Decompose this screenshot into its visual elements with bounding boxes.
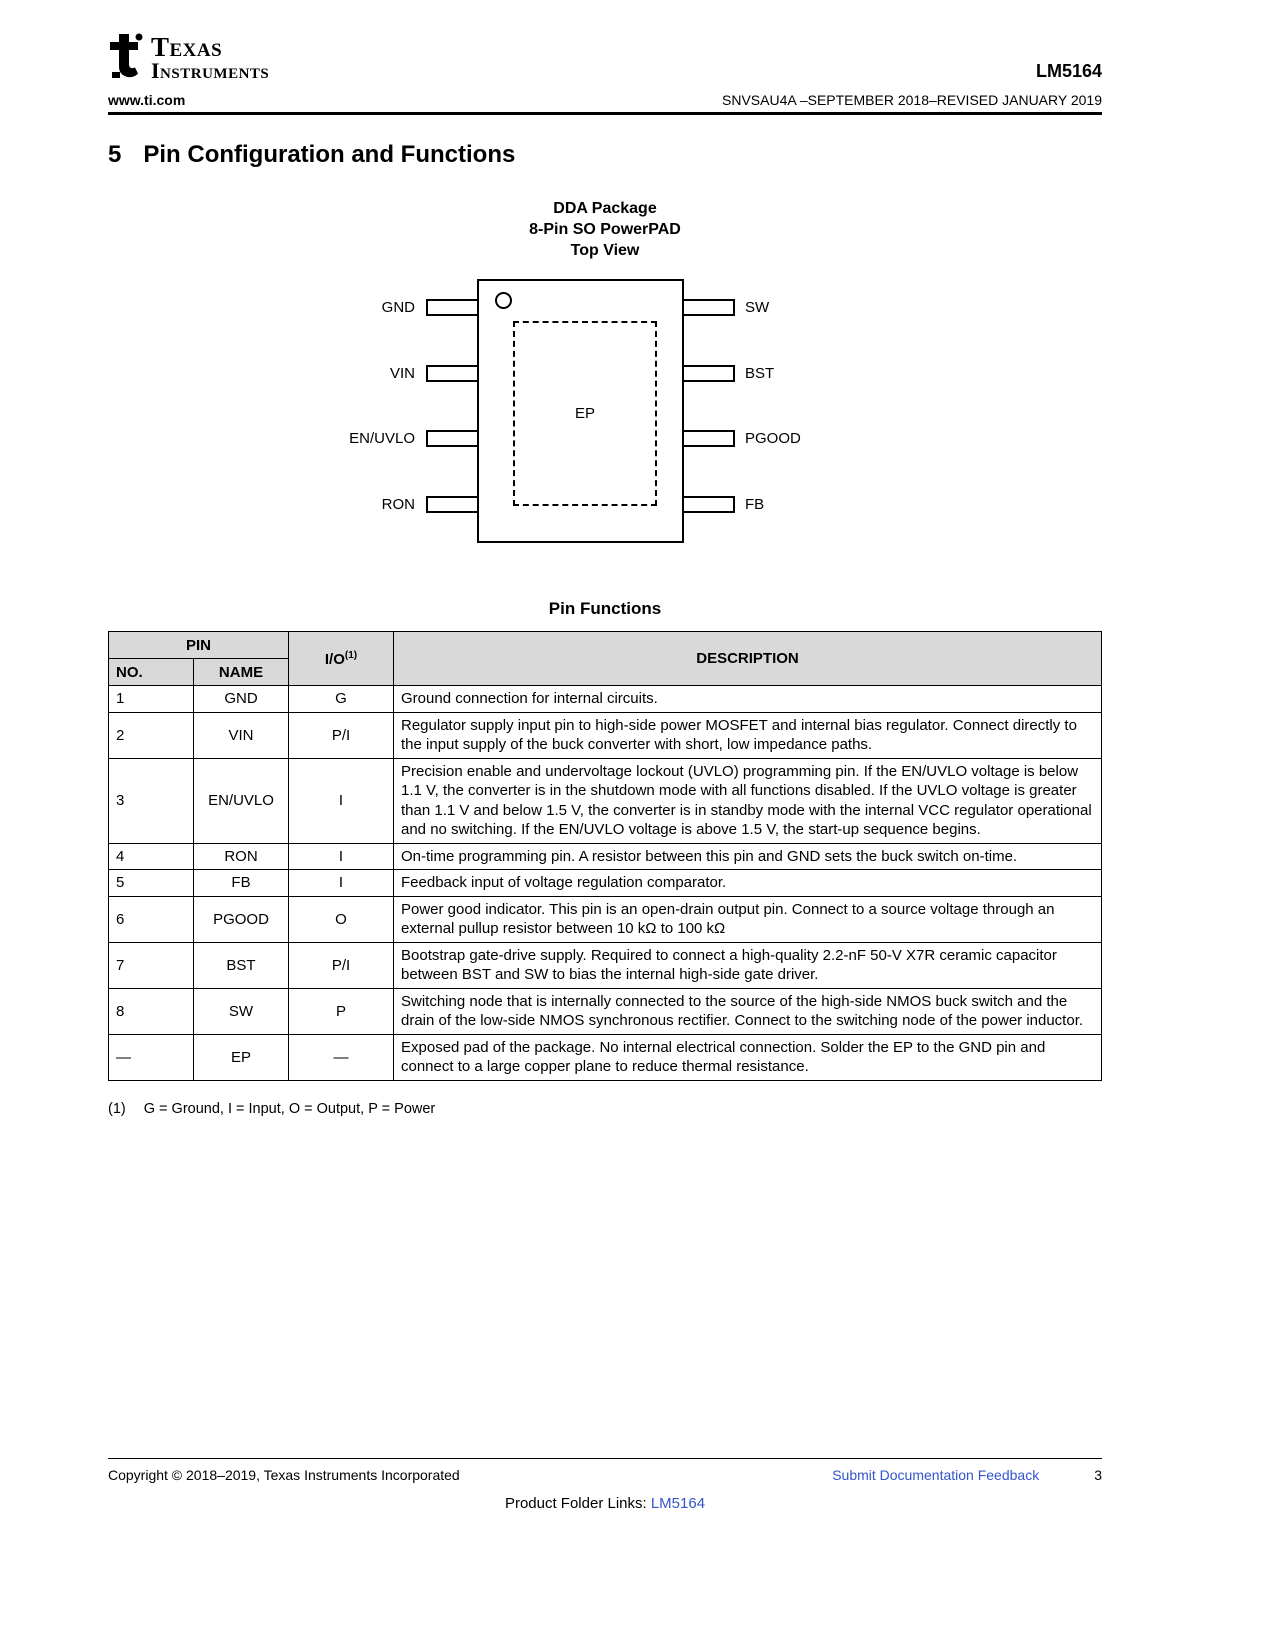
pin-io: G (289, 686, 394, 713)
pin-row-ep (109, 1034, 1102, 1080)
page-footer (108, 1458, 1102, 1512)
table-footnote (108, 1101, 1102, 1117)
exposed-pad-label: EP (574, 405, 595, 423)
pin-description: Switching node that is internally connected to the source of the high-side NMOS buck switch and the drain of the low-side NMOS synchronous rectifier. Connect to the switching node of the power inductor. (394, 988, 1102, 1034)
col-header-name: NAME (194, 659, 289, 686)
pin-io: P (289, 988, 394, 1034)
pin-row-vin (109, 712, 1102, 758)
pin-label-sw: SW (745, 299, 770, 317)
pin-label-enuvlo: EN/UVLO (349, 430, 415, 448)
pin-row-pgood (109, 896, 1102, 942)
pin-no: 5 (109, 870, 194, 897)
pin-description: On-time programming pin. A resistor between this pin and GND sets the buck switch on-time. (394, 843, 1102, 870)
footnote-ref-icon: (1) (344, 649, 358, 661)
logo-text-instruments: Instruments (151, 58, 270, 84)
package-title-line3: Top View (570, 241, 640, 259)
footer-rule (108, 1458, 1102, 1459)
footnote-text: G = Ground, I = Input, O = Output, P = Power (143, 1100, 436, 1117)
pin-name: EN/UVLO (194, 758, 289, 843)
package-pinout-diagram (255, 275, 955, 565)
pin-label-vin: VIN (389, 365, 415, 383)
pin-name: SW (194, 988, 289, 1034)
pin-stub-ron (426, 496, 479, 513)
pin-stub-enuvlo (426, 430, 479, 447)
pin-description: Regulator supply input pin to high-side power MOSFET and internal bias regulator. Connect directly to the input supply of the buck converter with short, low impedance paths. (394, 712, 1102, 758)
exposed-pad-outline (513, 321, 657, 506)
pin-stub-vin (426, 365, 479, 382)
section-heading (108, 141, 1102, 169)
package-title-line1: DDA Package (553, 200, 657, 217)
pin-row-enuvlo (109, 758, 1102, 843)
pin-functions-table (108, 631, 1102, 1081)
pin-stub-sw (682, 299, 735, 316)
col-header-no: NO. (109, 659, 194, 686)
part-number: LM5164 (1035, 61, 1102, 81)
pin-name: FB (194, 870, 289, 897)
pin-io: O (289, 896, 394, 942)
product-folder-prefix: Product Folder Links: (504, 1495, 651, 1512)
pin-description: Ground connection for internal circuits. (394, 686, 1102, 713)
pin-name: RON (194, 843, 289, 870)
pin-no: — (109, 1034, 194, 1080)
pin-io: P/I (289, 942, 394, 988)
pin-io: — (289, 1034, 394, 1080)
pin-row-sw (109, 988, 1102, 1034)
pin-no: 2 (109, 712, 194, 758)
pin-name: GND (194, 686, 289, 713)
pin-stub-bst (682, 365, 735, 382)
pin-description: Precision enable and undervoltage lockout (UVLO) programming pin. If the EN/UVLO voltage is below 1.1 V, the converter is in the shutdown mode with all functions disabled. If the UVLO voltage is greater than 1.1 V and below 1.5 V, the converter is in standby mode with the internal VCC regulator operational and no switching. If the EN/UVLO voltage is above 1.5 V, the start-up sequence begins. (394, 758, 1102, 843)
pin-no: 6 (109, 896, 194, 942)
col-header-description: DESCRIPTION (394, 632, 1102, 686)
section-title: Pin Configuration and Functions (143, 141, 516, 168)
product-folder-link[interactable]: LM5164 (650, 1495, 706, 1512)
pin-row-bst (109, 942, 1102, 988)
pin-row-gnd (109, 686, 1102, 713)
pin-name: EP (194, 1034, 289, 1080)
doc-revision-info: SNVSAU4A –SEPTEMBER 2018–REVISED JANUARY 2019 (722, 92, 1102, 108)
ti-logo (108, 32, 269, 82)
pin-label-ron: RON (381, 496, 415, 514)
page-header (108, 0, 1102, 115)
pin-row-ron (109, 843, 1102, 870)
section-number: 5 (108, 141, 122, 168)
submit-feedback-link[interactable]: Submit Documentation Feedback (832, 1467, 1040, 1483)
pin-functions-title: Pin Functions (548, 599, 662, 619)
product-folder-line (108, 1495, 1102, 1512)
pin-io: P/I (289, 712, 394, 758)
pin-description: Bootstrap gate-drive supply. Required to connect a high-quality 2.2-nF 50-V X7R ceramic capacitor between BST and SW to bias the internal high-side gate driver. (394, 942, 1102, 988)
ti-logo-icon (108, 32, 144, 80)
pin-no: 3 (109, 758, 194, 843)
logo-text-texas: Texas (151, 32, 223, 62)
header-rule (108, 112, 1102, 115)
copyright-text: Copyright © 2018–2019, Texas Instruments Incorporated (108, 1467, 460, 1483)
pin-name: PGOOD (194, 896, 289, 942)
package-title (108, 199, 1102, 261)
pin-description: Power good indicator. This pin is an open-drain output pin. Connect to a source voltage through an external pullup resistor between 10 kΩ to 100 kΩ (394, 896, 1102, 942)
package-title-line2: 8-Pin SO PowerPAD (529, 220, 681, 238)
pin-io: I (289, 870, 394, 897)
pin-description: Exposed pad of the package. No internal electrical connection. Solder the EP to the GND pin and connect to a large copper plane to reduce thermal resistance. (394, 1034, 1102, 1080)
pin-label-bst: BST (745, 365, 775, 383)
pin-io: I (289, 843, 394, 870)
col-header-io: $I/O^{(1)}$ (289, 632, 394, 686)
pin-stub-fb (682, 496, 735, 513)
pin-label-gnd: GND (381, 299, 415, 317)
pin-io: I (289, 758, 394, 843)
table-header-row-1 (109, 632, 1102, 659)
pin-no: 7 (109, 942, 194, 988)
website-link[interactable]: www.ti.com (108, 92, 186, 108)
col-header-pin: PIN (109, 632, 289, 659)
pin-no: 8 (109, 988, 194, 1034)
pin-row-fb (109, 870, 1102, 897)
page-number: 3 (1094, 1467, 1102, 1483)
pin-name: VIN (194, 712, 289, 758)
pin-no: 1 (109, 686, 194, 713)
pin-description: Feedback input of voltage regulation comparator. (394, 870, 1102, 897)
pin-label-pgood: PGOOD (745, 430, 801, 448)
footnote-number: (1) (108, 1100, 126, 1117)
pin-stub-gnd (426, 299, 479, 316)
pin-name: BST (194, 942, 289, 988)
pin-no: 4 (109, 843, 194, 870)
pin-label-fb: FB (745, 496, 765, 514)
pin-stub-pgood (682, 430, 735, 447)
